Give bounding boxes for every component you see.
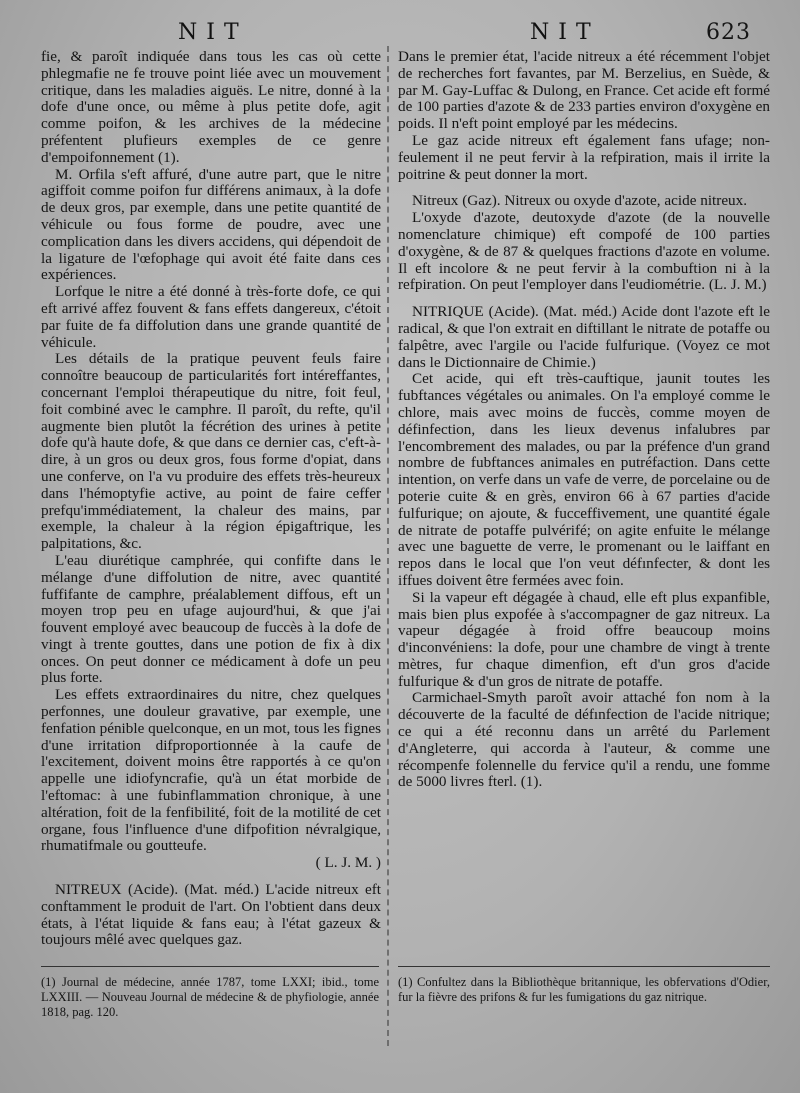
paragraph: Carmichael-Smyth paroît avoir attaché fon nom à la découverte de la faculté de défınfection de l'acide nitrique; ce qui a été reconnu dans un arrêté du Parlement d'Angleterre, qui accorda à l'auteur, & comme une récompenfe folennelle du fervice qu'il a rendu, une fomme de 5000 livres fterl. (1). xyxy=(398,689,770,791)
footnote-rule-left xyxy=(41,966,379,967)
entry-nitreux-gaz: Nitreux (Gaz). Nitreux ou oxyde d'azote, acide nitreux. xyxy=(412,192,748,210)
entry-nitrique-acide: NITRIQUE (Acide). (Mat. méd.) Acide dont l'azote eft le radical, & que l'on extrait en diftillant le nitrate de potaffe ou falpêtre, avec l'argile ou l'acide fulfurique. (Voyez ce mot dans le Dictionnaire de Chimie.) xyxy=(398,303,770,371)
footnote-right: (1) Confultez dans la Bibliothèque britannique, les obfervations d'Odier, fur la fièvre des prifons & fur les fumigations du gaz nitrique. xyxy=(398,975,770,1004)
author-initials: ( L. J. M. ) xyxy=(315,854,381,872)
column-divider xyxy=(387,46,391,1046)
paragraph: L'oxyde d'azote, deutoxyde d'azote (de la nouvelle nomenclature chimique) eft compofé de 100 parties d'oxygène, & de 87 & quelques fractions d'azote en volume. Il eft incolore & ne peut fervir à la combuftion ni à la refpiration. On peut l'employer dans l'eudiométrie. (L. J. M.) xyxy=(398,209,770,294)
page-number: 623 xyxy=(706,20,751,45)
entry-nitreux-acide: NITREUX (Acide). (Mat. méd.) L'acide nitreux eft conftamment le produit de l'art. On l'obtient dans deux états, à l'état liquide & fans eau; à l'état gazeux & toujours mêlé avec quelques gaz. xyxy=(41,881,381,949)
paragraph: L'eau diurétique camphrée, qui confifte dans le mélange d'une diffolution de nitre, avec quantité fuffifante de camphre, préalablement diffous, eft un moyen trop peu en ufage aujourd'hui, & que j'ai fouvent employé avec beaucoup de fuccès à la dofe de vingt à trente gouttes, dans une potion de fix à dix onces. On peut donner ce médicament à dofe un peu plus forte. xyxy=(41,551,381,687)
paragraph: M. Orfila s'eft affuré, d'une autre part, que le nitre agiffoit comme poifon fur différens animaux, à la dofe de deux gros, par exemple, dans une petite quantité de véhicule ou fous forme de poudre, avec une complication dans les divers accidens, qui dépendoit de la ligature de l'œfophage qui avoit été faite dans ces expériences. xyxy=(41,165,381,284)
paragraph: Les détails de la pratique peuvent feuls faire connoître beaucoup de particularités fort intéreffantes, concernant l'emploi thérapeutique du nitre, foit feul, foit combiné avec le camphre. Il paroît, du refte, qu'il augmente bien plutôt la fécrétion des urines à petite dofe qu'à haute dofe, & que dans ce dernier cas, c'eft-à-dire, à un gros ou deux gros, fous forme d'opiat, dans une conferve, on l'a vu produire des effets très-heureux dans l'hémoptyfie active, au point de faire ceffer prefqu'immédiatement, la chaleur des mains, par exemple, la chaleur à la région épigaftrique, les palpitations, &c. xyxy=(41,350,381,553)
paragraph: Cet acide, qui eft très-cauftique, jaunit toutes les fubftances végétales ou animales. On l'a employé comme le chlore, mais avec moins de fuccès, comme moyen de définfection, dans les lieux devenus infalubres par l'encombrement des malades, ou par la préfence d'un grand nombre de fubftances animales en putréfaction. Dans cette intention, on verfe dans un vafe de verre, de porcelaine ou de poterie cuite & en grès, environ 66 à 67 parties d'acide fulfurique; on ajoute, & fucceffivement, une quantité égale de nitrate de potaffe pulvérifé; on agite enfuite le mélange avec une baguette de verre, le promenant ou le laiffant en repos dans le local que l'on veut défınfecter, & dont les iffues doivent être fermées avec foin. xyxy=(398,370,770,589)
footnote-rule-right xyxy=(398,966,770,967)
paragraph: Le gaz acide nitreux eft également fans ufage; non-feulement il ne peut fervir à la refpiration, mais il irrite la poitrine & peut donner la mort. xyxy=(398,131,770,183)
footnote-left: (1) Journal de médecine, année 1787, tome LXXI; ibid., tome LXXIII. — Nouveau Journal de médecine & de phyfiologie, année 1818, pag. 120. xyxy=(41,975,379,1019)
right-column xyxy=(398,49,770,791)
paragraph: Dans le premier état, l'acide nitreux a été récemment l'objet de recherches fort favantes, par M. Berzelius, en Suède, & par M. Gay-Luffac & Dulong, en France. Cet acide eft formé de 100 parties d'azote & de 233 parties environ d'oxygène en poids. Il n'eft point employé par les médecins. xyxy=(398,48,770,133)
running-head-left: NIT xyxy=(178,20,248,45)
running-head-right: NIT xyxy=(530,20,600,45)
paragraph: Si la vapeur eft dégagée à chaud, elle eft plus expanfible, mais bien plus expofée à s'accompagner de gaz nitreux. La vapeur dégagée à froid offre beaucoup moins d'inconvéniens: la dofe, pour une chambre de vingt à trente mètres, fur chaque dimenfion, eft d'un gros d'acide fulfurique & d'un gros de nitrate de potaffe. xyxy=(398,588,770,690)
paragraph: Lorfque le nitre a été donné à très-forte dofe, ce qui eft arrivé affez fouvent & fans effets dangereux, c'étoit par fuite de fa diffolution dans une grande quantité de véhicule. xyxy=(41,283,381,351)
paragraph: fie, & paroît indiquée dans tous les cas où cette phlegmafie ne fe trouve point liée avec un mouvement critique, dans les maladies aiguës. Le nitre, donné à la dofe d'une once, ou même à plus petite dofe, agit comme poifon, & les archives de la médecine préfentent plufieurs exemples de ce genre d'empoifonnement (1). xyxy=(41,48,381,166)
paragraph: Les effets extraordinaires du nitre, chez quelques perfonnes, une douleur gravative, par exemple, une fenfation pénible quelconque, en un mot, tous les fignes d'une irritation difproportionnée à la caufe de l'excitement, doivent moins être rapportés à ce qu'on appelle une idiofyncrafie, qu'à un état morbide de l'eftomac: à une fubinflammation chronique, à une altération, foit de la fenfibilité, foit de la motilité de cet organe, fous l'influence d'une difpofition névralgique, rhumatifmale ou goutteufe. xyxy=(41,686,381,855)
left-column xyxy=(41,49,381,949)
